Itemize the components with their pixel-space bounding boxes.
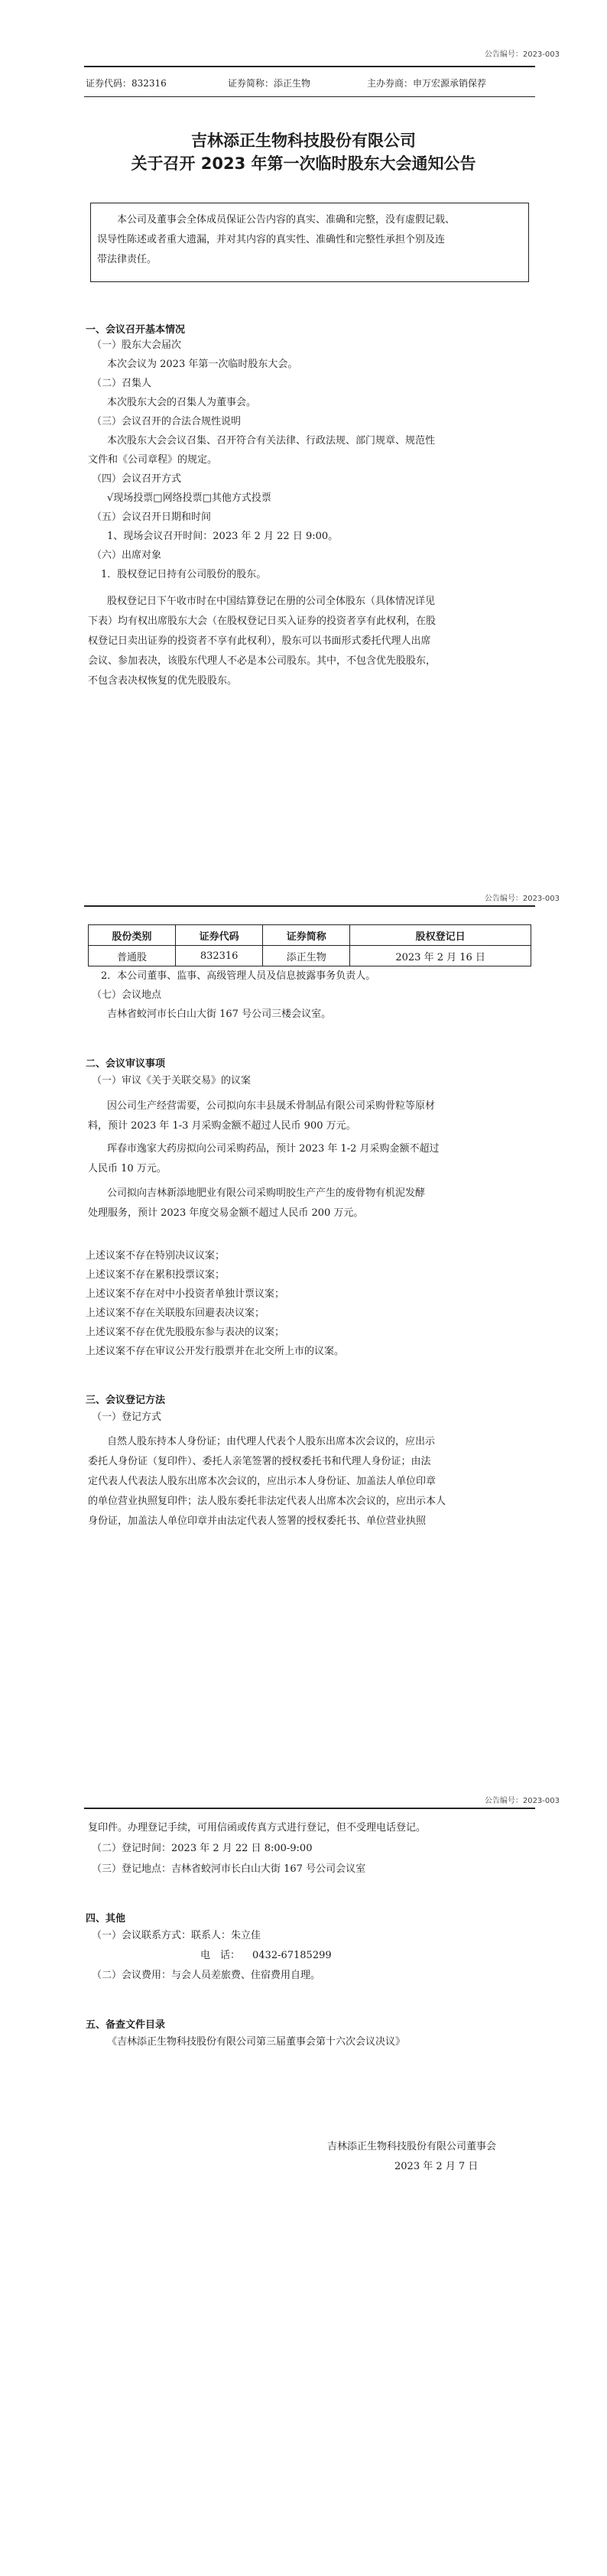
table-header: 股份类别 xyxy=(89,925,176,946)
title-line-1: 吉林添正生物科技股份有限公司 xyxy=(191,132,416,150)
paragraph-line: 复印件。办理登记手续，可用信函或传真方式进行登记，但不受理电话登记。 xyxy=(88,1822,427,1834)
section-4-title: 四、其他 xyxy=(86,1913,126,1925)
paragraph-line: 股权登记日下午收市时在中国结算登记在册的公司全体股东（具体情况详见 xyxy=(107,596,436,607)
broker: 主办券商：申万宏源承销保荐 xyxy=(367,78,487,89)
section-1-title: 一、会议召开基本情况 xyxy=(86,324,186,336)
header-divider-bottom xyxy=(84,96,535,97)
table-header-row xyxy=(89,925,531,946)
disclaimer-line: 本公司及董事会全体成员保证公告内容的真实、准确和完整，没有虚假记载、 xyxy=(117,214,456,226)
table-cell: 添正生物 xyxy=(263,946,350,966)
item-text: 本次股东大会会议召集、召开符合有关法律、行政法规、部门规章、规范性 xyxy=(107,435,436,447)
item-text: 2．本公司董事、监事、高级管理人员及信息披露事务负责人。 xyxy=(101,970,376,982)
paragraph-line: 人民币 10 万元。 xyxy=(88,1163,167,1174)
item-heading: （四）会议召开方式 xyxy=(92,473,182,485)
item-heading: （五）会议召开日期和时间 xyxy=(92,512,212,523)
paragraph-line: 身份证，加盖法人单位印章并由法定代表人签署的授权委托书、单位营业执照 xyxy=(88,1515,427,1527)
section-2-title: 二、会议审议事项 xyxy=(86,1058,166,1070)
paragraph-line: 公司拟向吉林新添地肥业有限公司采购明胶生产产生的废骨物有机泥发酵 xyxy=(107,1187,426,1199)
note-line: 上述议案不存在审议公开发行股票并在北交所上市的议案。 xyxy=(86,1346,345,1357)
item-heading: （一）登记方式 xyxy=(92,1411,162,1423)
contact-person: （一）会议联系方式：联系人：朱立佳 xyxy=(92,1930,261,1941)
paragraph-line: 会议、参加表决，该股东代理人不必是本公司股东。其中，不包含优先股股东， xyxy=(88,655,437,667)
item-heading: （一）股东大会届次 xyxy=(92,339,182,351)
item-heading: （二）登记时间：2023 年 2 月 22 日 8:00-9:00 xyxy=(92,1843,313,1854)
item-text: 文件和《公司章程》的规定。 xyxy=(88,454,218,466)
table-cell: 832316 xyxy=(176,946,263,966)
paragraph-line: 处理服务，预计 2023 年度交易金额不超过人民币 200 万元。 xyxy=(88,1207,364,1219)
phone-number: 0432-67185299 xyxy=(252,1950,332,1961)
paragraph-line: 不包含表决权恢复的优先股股东。 xyxy=(88,675,238,687)
header-divider xyxy=(84,66,535,67)
paragraph-line: 的单位营业执照复印件；法人股东委托非法定代表人出席本次会议的，应出示本人 xyxy=(88,1496,446,1507)
page-3 xyxy=(0,1797,607,2576)
page-number-label: 公告编号：2023-003 xyxy=(484,895,560,903)
table-header: 证券简称 xyxy=(263,925,350,946)
page-number-label: 公告编号：2023-003 xyxy=(484,1797,560,1805)
note-line: 上述议案不存在对中小投资者单独计票议案； xyxy=(86,1288,285,1300)
note-line: 上述议案不存在特别决议议案； xyxy=(86,1250,226,1262)
disclaimer-line: 误导性陈述或者重大遗漏，并对其内容的真实性、准确性和完整性承担个别及连 xyxy=(97,234,446,245)
section-5-title: 五、备查文件目录 xyxy=(86,2019,166,2031)
table-row xyxy=(89,946,531,966)
section-3-title: 三、会议登记方法 xyxy=(86,1395,166,1406)
item-text: 1．股权登记日持有公司股份的股东。 xyxy=(101,569,267,580)
item-heading: （七）会议地点 xyxy=(92,989,162,1001)
note-line: 上述议案不存在关联股东回避表决议案； xyxy=(86,1307,265,1319)
paragraph-line: 自然人股东持本人身份证；由代理人代表个人股东出席本次会议的，应出示 xyxy=(107,1436,436,1447)
paragraph-line: 定代表人代表法人股东出席本次会议的，应出示本人身份证、加盖法人单位印章 xyxy=(88,1476,437,1487)
table-cell: 2023 年 2 月 16 日 xyxy=(350,946,531,966)
item-heading: （一）审议《关于关联交易》的议案 xyxy=(92,1075,252,1087)
note-line: 上述议案不存在累积投票议案； xyxy=(86,1269,226,1281)
header-divider xyxy=(84,905,535,907)
paragraph-line: 珲春市逸家大药房拟向公司采购药品，预计 2023 年 1-2 月采购金额不超过 xyxy=(107,1143,440,1155)
paragraph-line: 权登记日卖出证券的投资者不享有此权利），股东可以书面形式委托代理人出席 xyxy=(88,635,431,647)
stock-name: 证券简称：添正生物 xyxy=(228,78,311,89)
header-divider xyxy=(84,1808,535,1809)
paragraph-line: 因公司生产经营需要，公司拟向东丰县晟禾骨制品有限公司采购骨粒等原材 xyxy=(107,1100,436,1112)
stock-code: 证券代码：832316 xyxy=(86,78,167,89)
table-header: 股权登记日 xyxy=(350,925,531,946)
disclaimer-box xyxy=(90,203,529,282)
stock-table xyxy=(88,924,531,966)
page-number-label: 公告编号：2023-003 xyxy=(484,50,560,59)
item-heading: （六）出席对象 xyxy=(92,550,162,561)
item-text: 1、现场会议召开时间：2023 年 2 月 22 日 9:00。 xyxy=(107,531,339,542)
title-line-2: 关于召开 2023 年第一次临时股东大会通知公告 xyxy=(131,154,476,173)
note-line: 上述议案不存在优先股股东参与表决的议案； xyxy=(86,1327,285,1338)
paragraph-line: 料，预计 2023 年 1-3 月采购金额不超过人民币 900 万元。 xyxy=(88,1120,356,1132)
item-text: 本次会议为 2023 年第一次临时股东大会。 xyxy=(107,359,298,370)
page-1 xyxy=(0,0,607,902)
item-text: 吉林省蛟河市长白山大街 167 号公司三楼会议室。 xyxy=(107,1009,332,1020)
page-2 xyxy=(0,895,607,1804)
paragraph-line: 委托人身份证（复印件）、委托人亲笔签署的授权委托书和代理人身份证；由法 xyxy=(88,1456,431,1467)
item-text: 本次股东大会的召集人为董事会。 xyxy=(107,397,257,408)
table-header: 证券代码 xyxy=(176,925,263,946)
signature-date: 2023 年 2 月 7 日 xyxy=(394,2161,479,2172)
voting-method: √现场投票□网络投票□其他方式投票 xyxy=(107,492,271,504)
disclaimer-line: 带法律责任。 xyxy=(97,254,157,265)
signature-company: 吉林添正生物科技股份有限公司董事会 xyxy=(327,2141,497,2152)
reference-document: 《吉林添正生物科技股份有限公司第三届董事会第十六次会议决议》 xyxy=(107,2036,406,2048)
item-heading: （二）召集人 xyxy=(92,378,152,389)
item-heading: （二）会议费用：与会人员差旅费、住宿费用自理。 xyxy=(92,1970,321,1981)
phone-label: 电 话： xyxy=(200,1950,241,1961)
paragraph-line: 下表）均有权出席股东大会（在股权登记日买入证券的投资者享有此权利，在股 xyxy=(88,616,437,627)
table-cell: 普通股 xyxy=(89,946,176,966)
item-heading: （三）会议召开的合法合规性说明 xyxy=(92,416,242,427)
item-heading: （三）登记地点：吉林省蛟河市长白山大街 167 号公司会议室 xyxy=(92,1863,366,1875)
